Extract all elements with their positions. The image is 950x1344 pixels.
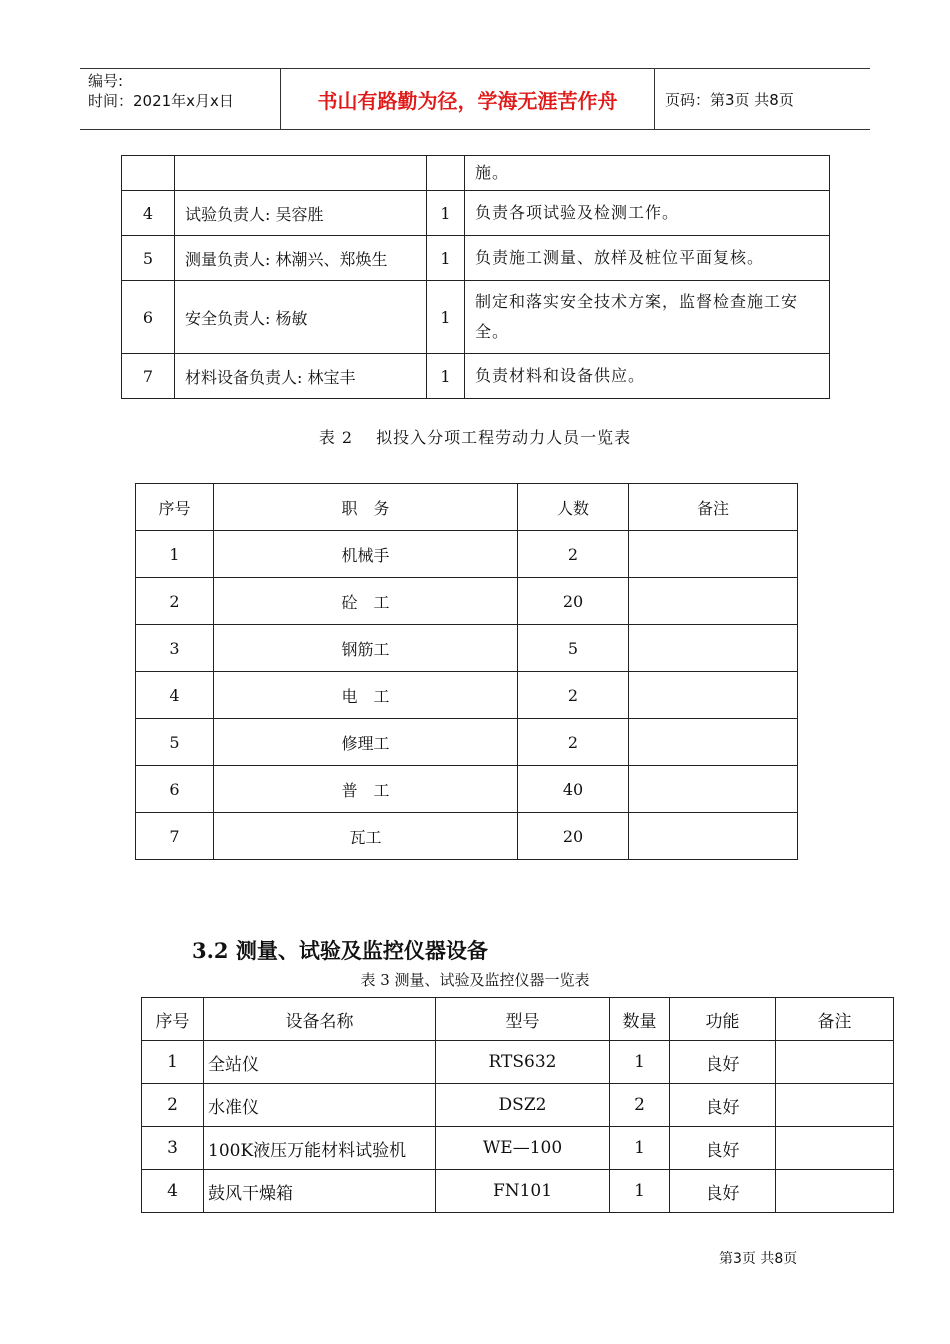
table-cell: 1 (136, 531, 214, 578)
section-heading: 3.2 测量、试验及监控仪器设备 (192, 938, 488, 963)
table-cell: 负责施工测量、放样及桩位平面复核。 (465, 236, 830, 281)
table-cell: 水准仪 (204, 1084, 436, 1127)
table-cell (629, 625, 798, 672)
table-cell: 3 (142, 1127, 204, 1170)
table-cell: 1 (427, 354, 465, 399)
table-header-cell: 职 务 (214, 484, 518, 531)
table-cell: 负责各项试验及检测工作。 (465, 191, 830, 236)
table3-caption: 表 3 测量、试验及监控仪器一览表 (360, 971, 590, 989)
table-cell (629, 578, 798, 625)
table-cell (776, 1084, 894, 1127)
table-cell (776, 1127, 894, 1170)
table-row (122, 236, 830, 281)
table-cell: 瓦工 (214, 813, 518, 860)
table-header-cell: 备注 (629, 484, 798, 531)
table-cell: 6 (136, 766, 214, 813)
table-row (122, 281, 830, 354)
table-cell: 3 (136, 625, 214, 672)
table-row (136, 625, 798, 672)
table-cell: 2 (610, 1084, 670, 1127)
table-cell: RTS632 (436, 1041, 610, 1084)
table-cell: 2 (142, 1084, 204, 1127)
table-header-cell: 人数 (518, 484, 629, 531)
table-cell: 4 (122, 191, 175, 236)
table-header-row (142, 998, 894, 1041)
table-cell (629, 766, 798, 813)
table-cell: 2 (518, 719, 629, 766)
table-row (136, 813, 798, 860)
table-cell: 普 工 (214, 766, 518, 813)
table-cell: FN101 (436, 1170, 610, 1213)
table-cell (427, 156, 465, 191)
table-header-cell: 型号 (436, 998, 610, 1041)
table-cell: 良好 (670, 1084, 776, 1127)
table-header-cell: 数量 (610, 998, 670, 1041)
table-row (142, 1127, 894, 1170)
table-cell: 修理工 (214, 719, 518, 766)
table-cell: 钢筋工 (214, 625, 518, 672)
table-cell: 1 (142, 1041, 204, 1084)
table-header-cell: 设备名称 (204, 998, 436, 1041)
table-cell: 7 (136, 813, 214, 860)
table-cell (629, 719, 798, 766)
table-cell: 机械手 (214, 531, 518, 578)
table-cell: 100K液压万能材料试验机 (204, 1127, 436, 1170)
table-cell: 6 (122, 281, 175, 354)
table-cell (629, 813, 798, 860)
table-header-cell: 序号 (136, 484, 214, 531)
table-cell: 负责材料和设备供应。 (465, 354, 830, 399)
table-cell: 1 (427, 236, 465, 281)
table-cell: 20 (518, 813, 629, 860)
table-cell (776, 1170, 894, 1213)
table2-caption: 表 2 拟投入分项工程劳动力人员一览表 (318, 428, 632, 447)
table-header-cell: 备注 (776, 998, 894, 1041)
table-row (142, 1084, 894, 1127)
table-cell: DSZ2 (436, 1084, 610, 1127)
table-cell: 施。 (465, 156, 830, 191)
table-cell: 材料设备负责人: 林宝丰 (175, 354, 427, 399)
footer-page-label: 第3页 共8页 (719, 1251, 798, 1267)
table-row (142, 1170, 894, 1213)
table-cell: 40 (518, 766, 629, 813)
table-cell (629, 672, 798, 719)
table-cell: 砼 工 (214, 578, 518, 625)
table-row (136, 719, 798, 766)
header-time-label: 时间：2021年x月x日 (88, 92, 234, 110)
table-row (122, 156, 830, 191)
table-row (136, 672, 798, 719)
table-cell (629, 531, 798, 578)
table-cell: 4 (136, 672, 214, 719)
table-cell: 电 工 (214, 672, 518, 719)
labor-table (135, 483, 798, 860)
table-cell: 5 (136, 719, 214, 766)
table-cell: 4 (142, 1170, 204, 1213)
personnel-duty-table (121, 155, 830, 399)
table-cell: 1 (427, 281, 465, 354)
table-cell: 良好 (670, 1041, 776, 1084)
header-number-label: 编号: (88, 72, 124, 90)
table-cell: 全站仪 (204, 1041, 436, 1084)
table-header-row (136, 484, 798, 531)
table-cell: 20 (518, 578, 629, 625)
table-cell: 安全负责人: 杨敏 (175, 281, 427, 354)
table-cell: 2 (136, 578, 214, 625)
table-cell: 鼓风干燥箱 (204, 1170, 436, 1213)
table-cell: 测量负责人: 林潮兴、郑焕生 (175, 236, 427, 281)
table-row (136, 531, 798, 578)
table-cell: 2 (518, 531, 629, 578)
table-cell: 5 (122, 236, 175, 281)
table-cell: 7 (122, 354, 175, 399)
table-cell: 1 (610, 1041, 670, 1084)
table-cell: 2 (518, 672, 629, 719)
table-cell (175, 156, 427, 191)
table-cell: 1 (610, 1127, 670, 1170)
header-meta (80, 69, 281, 129)
table-header-cell: 功能 (670, 998, 776, 1041)
table-row (136, 766, 798, 813)
table-cell: 1 (427, 191, 465, 236)
table-cell: 试验负责人: 吴容胜 (175, 191, 427, 236)
page-header (80, 68, 870, 130)
table-header-cell: 序号 (142, 998, 204, 1041)
header-motto: 书山有路勤为径，学海无涯苦作舟 (281, 69, 655, 129)
instrument-table (141, 997, 894, 1213)
table-row (122, 191, 830, 236)
header-page-label: 页码：第3页 共8页 (665, 90, 794, 109)
table-cell: 良好 (670, 1127, 776, 1170)
table-cell: 5 (518, 625, 629, 672)
table-row (122, 354, 830, 399)
table-row (136, 578, 798, 625)
table-cell (122, 156, 175, 191)
table-cell: WE—100 (436, 1127, 610, 1170)
table-cell (776, 1041, 894, 1084)
table-cell: 良好 (670, 1170, 776, 1213)
table-row (142, 1041, 894, 1084)
table-cell: 制定和落实安全技术方案，监督检查施工安全。 (465, 281, 830, 354)
table-cell: 1 (610, 1170, 670, 1213)
